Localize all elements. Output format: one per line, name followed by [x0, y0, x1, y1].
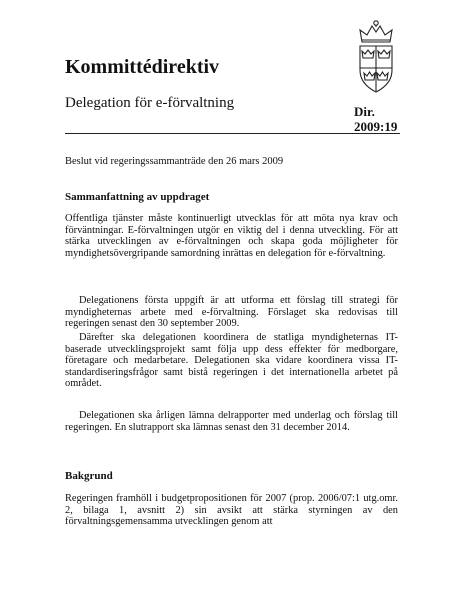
background-heading: Bakgrund — [65, 470, 113, 482]
summary-paragraph-1: Offentliga tjänster måste kontinuerligt utvecklas för att möta nya krav och förväntningar. E-förvaltningen utgör en viktig del i denna utveckling. För att stärka utvecklingen av e-förvaltningen och skapa goda möjligheter för myndighetsövergripande samordning inrättas en delegation för e-förvaltning. — [65, 213, 398, 259]
summary-paragraph-4: Delegationen ska årligen lämna delrapporter med underlag och förslag till regeringen. En slutrapport ska lämnas senast den 31 december 2014. — [65, 410, 398, 433]
directive-label: Dir. — [354, 104, 375, 119]
swedish-coat-of-arms-icon — [352, 18, 400, 96]
header-rule — [65, 133, 400, 134]
summary-heading: Sammanfattning av uppdraget — [65, 191, 210, 203]
document-title: Kommittédirektiv — [65, 56, 220, 78]
document-subtitle: Delegation för e-förvaltning — [65, 95, 235, 111]
background-paragraph: Regeringen framhöll i budgetpropositionen för 2007 (prop. 2006/07:1 utg.omr. 2, bilaga 1, avsnitt 2) sin avsikt att stärka styrningen av den förvaltningsgemensamma utvecklingen genom att — [65, 493, 398, 528]
summary-paragraph-2: Delegationens första uppgift är att utforma ett förslag till strategi för myndigheternas arbete med e-förvaltning. Förslaget ska redovisas till regeringen senast den 30 september 2009. — [65, 295, 398, 330]
directive-number: 2009:19 — [354, 119, 398, 134]
summary-paragraph-3: Därefter ska delegationen koordinera de statliga myndigheternas IT-baserade utvecklingsprojekt samt följa upp dess effekter för medborgare, företagare och medarbetare. Delegationen ska vidare koordinera vissa IT-standardiseringsfrågor samt bistå regeringen i det internationella arbetet på området. — [65, 332, 398, 390]
decision-line: Beslut vid regeringssammanträde den 26 mars 2009 — [65, 156, 284, 167]
